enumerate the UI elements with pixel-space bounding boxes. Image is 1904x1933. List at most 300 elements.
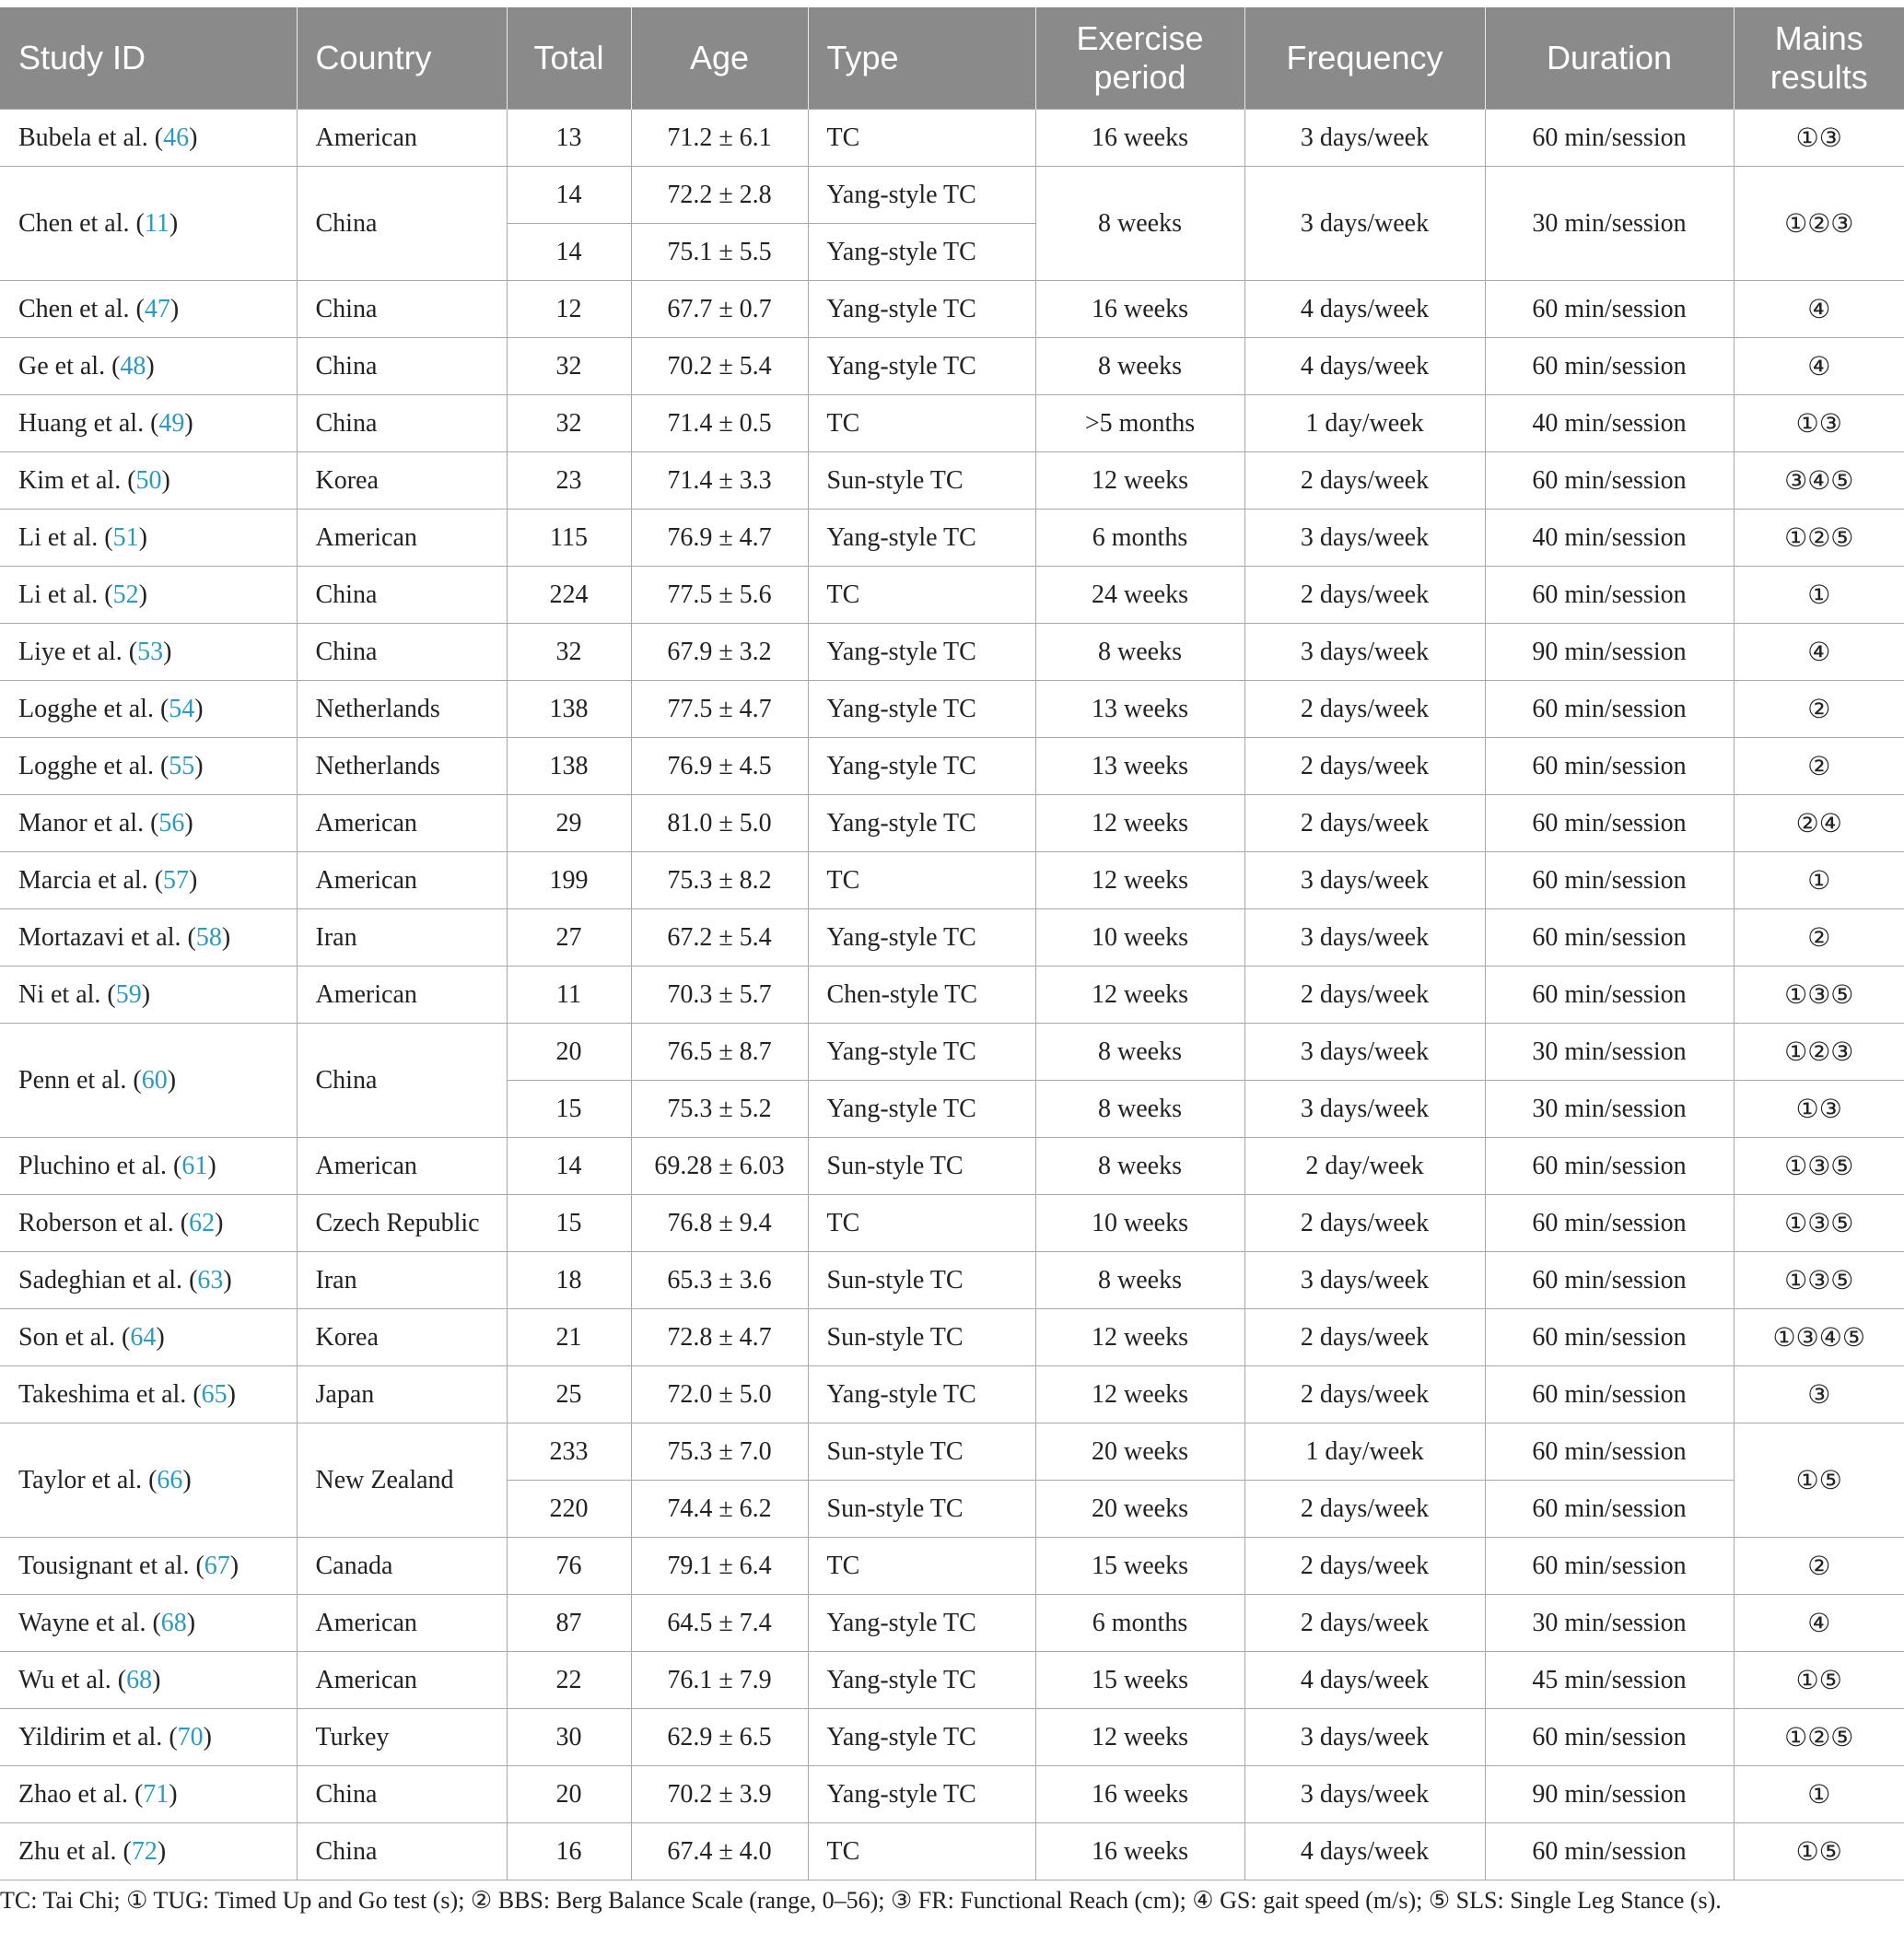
type-cell: Sun-style TC [808, 1481, 1035, 1538]
total-cell: 14 [507, 167, 631, 224]
total-cell: 12 [507, 281, 631, 338]
frequency-cell: 4 days/week [1244, 281, 1485, 338]
total-cell: 18 [507, 1252, 631, 1309]
results-cell: ①②⑤ [1734, 1709, 1904, 1766]
exercise-period-cell: 20 weeks [1035, 1423, 1244, 1481]
exercise-period-cell: 8 weeks [1035, 1081, 1244, 1138]
age-cell: 67.9 ± 3.2 [631, 624, 808, 681]
frequency-cell: 3 days/week [1244, 1081, 1485, 1138]
study-author: Liye et al. [18, 637, 123, 666]
results-cell: ①③ [1734, 110, 1904, 167]
duration-cell: 60 min/session [1485, 852, 1734, 909]
study-author: Mortazavi et al. [18, 922, 181, 952]
exercise-period-cell: 8 weeks [1035, 1024, 1244, 1081]
duration-cell: 60 min/session [1485, 567, 1734, 624]
total-cell: 25 [507, 1366, 631, 1423]
country-cell: American [297, 1138, 507, 1195]
duration-cell: 60 min/session [1485, 966, 1734, 1024]
study-id-cell: Bubela et al. (46) [0, 110, 297, 167]
exercise-period-cell: 6 months [1035, 510, 1244, 567]
duration-cell: 60 min/session [1485, 1823, 1734, 1880]
citation-link[interactable]: 60 [141, 1065, 168, 1095]
duration-cell: 60 min/session [1485, 1195, 1734, 1252]
country-cell: China [297, 567, 507, 624]
exercise-period-cell: 12 weeks [1035, 795, 1244, 852]
exercise-period-cell: 16 weeks [1035, 1766, 1244, 1823]
study-id-cell: Roberson et al. (62) [0, 1195, 297, 1252]
age-cell: 75.3 ± 8.2 [631, 852, 808, 909]
country-cell: Japan [297, 1366, 507, 1423]
age-cell: 75.3 ± 7.0 [631, 1423, 808, 1481]
type-cell: Yang-style TC [808, 624, 1035, 681]
age-cell: 70.2 ± 3.9 [631, 1766, 808, 1823]
total-cell: 11 [507, 966, 631, 1024]
total-cell: 224 [507, 567, 631, 624]
duration-cell: 90 min/session [1485, 1766, 1734, 1823]
study-id-cell: Penn et al. (60) [0, 1024, 297, 1138]
table-row [0, 1595, 1904, 1652]
age-cell: 65.3 ± 3.6 [631, 1252, 808, 1309]
frequency-cell: 2 days/week [1244, 452, 1485, 510]
frequency-cell: 3 days/week [1244, 1709, 1485, 1766]
results-cell: ② [1734, 909, 1904, 966]
study-author: Kim et al. [18, 465, 122, 495]
country-cell: Korea [297, 452, 507, 510]
results-cell: ④ [1734, 281, 1904, 338]
duration-cell: 60 min/session [1485, 1138, 1734, 1195]
country-cell: Canada [297, 1538, 507, 1595]
citation-link[interactable]: 53 [137, 637, 164, 666]
citation-link[interactable]: 63 [197, 1265, 224, 1295]
col-header-type: Type [808, 7, 1035, 110]
type-cell: Yang-style TC [808, 1366, 1035, 1423]
study-id-cell: Zhao et al. (71) [0, 1766, 297, 1823]
country-cell: China [297, 338, 507, 395]
header-row [0, 7, 1904, 110]
frequency-cell: 2 days/week [1244, 1195, 1485, 1252]
citation-link[interactable]: 11 [144, 208, 169, 238]
study-id-cell: Zhu et al. (72) [0, 1823, 297, 1880]
country-cell: China [297, 1024, 507, 1138]
frequency-cell: 2 days/week [1244, 567, 1485, 624]
type-cell: Yang-style TC [808, 738, 1035, 795]
exercise-period-cell: 16 weeks [1035, 281, 1244, 338]
total-cell: 32 [507, 624, 631, 681]
table-row [0, 1138, 1904, 1195]
duration-cell: 45 min/session [1485, 1652, 1734, 1709]
exercise-period-cell: >5 months [1035, 395, 1244, 452]
table-row [0, 452, 1904, 510]
citation-link[interactable]: 68 [160, 1608, 187, 1637]
total-cell: 30 [507, 1709, 631, 1766]
total-cell: 20 [507, 1024, 631, 1081]
exercise-period-cell: 12 weeks [1035, 452, 1244, 510]
study-author: Manor et al. [18, 808, 145, 838]
total-cell: 115 [507, 510, 631, 567]
type-cell: Yang-style TC [808, 909, 1035, 966]
total-cell: 14 [507, 1138, 631, 1195]
type-cell: Yang-style TC [808, 167, 1035, 224]
duration-cell: 60 min/session [1485, 1481, 1734, 1538]
exercise-period-cell: 12 weeks [1035, 1309, 1244, 1366]
results-cell: ② [1734, 738, 1904, 795]
type-cell: Yang-style TC [808, 338, 1035, 395]
age-cell: 76.9 ± 4.7 [631, 510, 808, 567]
study-author: Pluchino et al. [18, 1151, 167, 1180]
type-cell: Yang-style TC [808, 224, 1035, 281]
study-id-cell: Takeshima et al. (65) [0, 1366, 297, 1423]
results-cell: ①②⑤ [1734, 510, 1904, 567]
age-cell: 72.8 ± 4.7 [631, 1309, 808, 1366]
study-id-cell: Liye et al. (53) [0, 624, 297, 681]
col-header-duration: Duration [1485, 7, 1734, 110]
exercise-period-cell: 13 weeks [1035, 681, 1244, 738]
frequency-cell: 2 days/week [1244, 966, 1485, 1024]
age-cell: 71.2 ± 6.1 [631, 110, 808, 167]
citation-link[interactable]: 46 [163, 123, 190, 152]
results-cell: ①⑤ [1734, 1652, 1904, 1709]
total-cell: 23 [507, 452, 631, 510]
exercise-period-cell: 13 weeks [1035, 738, 1244, 795]
frequency-cell: 2 days/week [1244, 1309, 1485, 1366]
table-row [0, 1024, 1904, 1081]
age-cell: 74.4 ± 6.2 [631, 1481, 808, 1538]
table-row [0, 1652, 1904, 1709]
table-row [0, 281, 1904, 338]
country-cell: Netherlands [297, 738, 507, 795]
results-cell: ③④⑤ [1734, 452, 1904, 510]
country-cell: American [297, 795, 507, 852]
country-cell: Korea [297, 1309, 507, 1366]
country-cell: American [297, 852, 507, 909]
total-cell: 199 [507, 852, 631, 909]
duration-cell: 60 min/session [1485, 1366, 1734, 1423]
table-row [0, 338, 1904, 395]
results-cell: ①②③ [1734, 167, 1904, 281]
country-cell: China [297, 1823, 507, 1880]
citation-link[interactable]: 71 [143, 1779, 169, 1809]
study-id-cell: Sadeghian et al. (63) [0, 1252, 297, 1309]
total-cell: 220 [507, 1481, 631, 1538]
frequency-cell: 2 days/week [1244, 1481, 1485, 1538]
table-row [0, 966, 1904, 1024]
study-id-cell: Logghe et al. (54) [0, 681, 297, 738]
table-row [0, 1366, 1904, 1423]
duration-cell: 60 min/session [1485, 681, 1734, 738]
citation-link[interactable]: 72 [131, 1836, 158, 1866]
exercise-period-cell: 20 weeks [1035, 1481, 1244, 1538]
frequency-cell: 3 days/week [1244, 1024, 1485, 1081]
type-cell: Chen-style TC [808, 966, 1035, 1024]
results-cell: ①③⑤ [1734, 1252, 1904, 1309]
type-cell: TC [808, 567, 1035, 624]
exercise-period-cell: 8 weeks [1035, 1252, 1244, 1309]
study-id-cell: Ge et al. (48) [0, 338, 297, 395]
country-cell: American [297, 966, 507, 1024]
duration-cell: 30 min/session [1485, 1024, 1734, 1081]
age-cell: 76.5 ± 8.7 [631, 1024, 808, 1081]
country-cell: China [297, 1766, 507, 1823]
results-cell: ④ [1734, 338, 1904, 395]
table-row [0, 852, 1904, 909]
age-cell: 62.9 ± 6.5 [631, 1709, 808, 1766]
results-cell: ①③④⑤ [1734, 1309, 1904, 1366]
study-author: Logghe et al. [18, 694, 154, 723]
age-cell: 72.2 ± 2.8 [631, 167, 808, 224]
duration-cell: 60 min/session [1485, 738, 1734, 795]
study-author: Ge et al. [18, 351, 106, 381]
table-row [0, 909, 1904, 966]
col-header-country: Country [297, 7, 507, 110]
study-id-cell: Chen et al. (47) [0, 281, 297, 338]
total-cell: 16 [507, 1823, 631, 1880]
study-author: Ni et al. [18, 979, 101, 1009]
total-cell: 20 [507, 1766, 631, 1823]
study-author: Roberson et al. [18, 1208, 174, 1237]
study-id-cell: Son et al. (64) [0, 1309, 297, 1366]
exercise-period-cell: 15 weeks [1035, 1652, 1244, 1709]
type-cell: Sun-style TC [808, 1309, 1035, 1366]
study-id-cell: Logghe et al. (55) [0, 738, 297, 795]
citation-link[interactable]: 66 [157, 1465, 183, 1494]
study-author: Chen et al. [18, 208, 130, 238]
study-author: Chen et al. [18, 294, 130, 323]
study-id-cell: Tousignant et al. (67) [0, 1538, 297, 1595]
duration-cell: 60 min/session [1485, 1423, 1734, 1481]
table-row [0, 738, 1904, 795]
exercise-period-cell: 12 weeks [1035, 966, 1244, 1024]
table-row [0, 395, 1904, 452]
study-id-cell: Li et al. (52) [0, 567, 297, 624]
citation-link[interactable]: 58 [195, 922, 222, 952]
age-cell: 71.4 ± 0.5 [631, 395, 808, 452]
frequency-cell: 3 days/week [1244, 1252, 1485, 1309]
study-author: Zhu et al. [18, 1836, 117, 1866]
citation-link[interactable]: 48 [120, 351, 146, 381]
study-author: Tousignant et al. [18, 1551, 190, 1580]
duration-cell: 90 min/session [1485, 624, 1734, 681]
citation-link[interactable]: 64 [130, 1322, 157, 1352]
country-cell: China [297, 624, 507, 681]
duration-cell: 60 min/session [1485, 1709, 1734, 1766]
citation-link[interactable]: 55 [169, 751, 195, 780]
age-cell: 79.1 ± 6.4 [631, 1538, 808, 1595]
study-id-cell: Manor et al. (56) [0, 795, 297, 852]
age-cell: 70.3 ± 5.7 [631, 966, 808, 1024]
exercise-period-cell: 8 weeks [1035, 167, 1244, 281]
citation-link[interactable]: 68 [126, 1665, 153, 1694]
total-cell: 29 [507, 795, 631, 852]
duration-cell: 60 min/session [1485, 1309, 1734, 1366]
results-cell: ①⑤ [1734, 1423, 1904, 1538]
duration-cell: 30 min/session [1485, 1595, 1734, 1652]
results-cell: ①③⑤ [1734, 966, 1904, 1024]
frequency-cell: 1 day/week [1244, 395, 1485, 452]
type-cell: Yang-style TC [808, 1595, 1035, 1652]
age-cell: 72.0 ± 5.0 [631, 1366, 808, 1423]
country-cell: China [297, 395, 507, 452]
duration-cell: 30 min/session [1485, 167, 1734, 281]
type-cell: Sun-style TC [808, 452, 1035, 510]
type-cell: Yang-style TC [808, 1652, 1035, 1709]
table-row [0, 510, 1904, 567]
results-cell: ①③⑤ [1734, 1138, 1904, 1195]
study-author: Takeshima et al. [18, 1379, 187, 1409]
table-row [0, 1252, 1904, 1309]
frequency-cell: 1 day/week [1244, 1423, 1485, 1481]
type-cell: TC [808, 1823, 1035, 1880]
citation-link[interactable]: 50 [135, 465, 162, 495]
study-id-cell: Huang et al. (49) [0, 395, 297, 452]
total-cell: 15 [507, 1195, 631, 1252]
type-cell: Yang-style TC [808, 681, 1035, 738]
age-cell: 81.0 ± 5.0 [631, 795, 808, 852]
citation-link[interactable]: 47 [144, 294, 170, 323]
citation-link[interactable]: 52 [112, 580, 139, 609]
study-author: Li et al. [18, 580, 99, 609]
study-author: Marcia et al. [18, 865, 148, 895]
type-cell: TC [808, 852, 1035, 909]
age-cell: 70.2 ± 5.4 [631, 338, 808, 395]
country-cell: Iran [297, 1252, 507, 1309]
duration-cell: 60 min/session [1485, 110, 1734, 167]
study-author: Wu et al. [18, 1665, 111, 1694]
frequency-cell: 2 days/week [1244, 1595, 1485, 1652]
type-cell: Yang-style TC [808, 795, 1035, 852]
exercise-period-cell: 6 months [1035, 1595, 1244, 1652]
results-cell: ② [1734, 681, 1904, 738]
age-cell: 67.4 ± 4.0 [631, 1823, 808, 1880]
exercise-period-cell: 8 weeks [1035, 1138, 1244, 1195]
frequency-cell: 2 day/week [1244, 1138, 1485, 1195]
duration-cell: 60 min/session [1485, 281, 1734, 338]
type-cell: Yang-style TC [808, 1709, 1035, 1766]
duration-cell: 60 min/session [1485, 338, 1734, 395]
col-header-mains-results: Mains results [1734, 7, 1904, 110]
exercise-period-cell: 15 weeks [1035, 1538, 1244, 1595]
age-cell: 76.9 ± 4.5 [631, 738, 808, 795]
study-author: Sadeghian et al. [18, 1265, 183, 1295]
results-cell: ① [1734, 1766, 1904, 1823]
citation-link[interactable]: 51 [112, 522, 139, 552]
study-author: Bubela et al. [18, 123, 148, 152]
frequency-cell: 2 days/week [1244, 795, 1485, 852]
citation-link[interactable]: 67 [204, 1551, 230, 1580]
results-cell: ④ [1734, 1595, 1904, 1652]
age-cell: 64.5 ± 7.4 [631, 1595, 808, 1652]
exercise-period-cell: 8 weeks [1035, 338, 1244, 395]
type-cell: Yang-style TC [808, 1766, 1035, 1823]
country-cell: China [297, 281, 507, 338]
citation-link[interactable]: 59 [115, 979, 142, 1009]
type-cell: Sun-style TC [808, 1138, 1035, 1195]
frequency-cell: 3 days/week [1244, 510, 1485, 567]
exercise-period-cell: 8 weeks [1035, 624, 1244, 681]
frequency-cell: 2 days/week [1244, 738, 1485, 795]
total-cell: 32 [507, 338, 631, 395]
table-row [0, 1538, 1904, 1595]
study-author: Penn et al. [18, 1065, 127, 1095]
age-cell: 77.5 ± 4.7 [631, 681, 808, 738]
studies-table [0, 7, 1904, 1880]
exercise-period-cell: 16 weeks [1035, 1823, 1244, 1880]
table-row [0, 1823, 1904, 1880]
table-row [0, 1709, 1904, 1766]
citation-link[interactable]: 49 [158, 408, 185, 438]
exercise-period-cell: 10 weeks [1035, 909, 1244, 966]
country-cell: American [297, 1595, 507, 1652]
study-id-cell: Taylor et al. (66) [0, 1423, 297, 1538]
total-cell: 22 [507, 1652, 631, 1709]
exercise-period-cell: 12 weeks [1035, 1709, 1244, 1766]
total-cell: 138 [507, 738, 631, 795]
study-author: Taylor et al. [18, 1465, 143, 1494]
age-cell: 71.4 ± 3.3 [631, 452, 808, 510]
frequency-cell: 2 days/week [1244, 1538, 1485, 1595]
country-cell: Netherlands [297, 681, 507, 738]
study-id-cell: Marcia et al. (57) [0, 852, 297, 909]
table-row [0, 567, 1904, 624]
results-cell: ①③ [1734, 1081, 1904, 1138]
citation-link[interactable]: 54 [169, 694, 195, 723]
study-id-cell: Wayne et al. (68) [0, 1595, 297, 1652]
total-cell: 21 [507, 1309, 631, 1366]
duration-cell: 60 min/session [1485, 795, 1734, 852]
total-cell: 14 [507, 224, 631, 281]
study-id-cell: Kim et al. (50) [0, 452, 297, 510]
study-author: Yildirim et al. [18, 1722, 163, 1751]
exercise-period-cell: 12 weeks [1035, 852, 1244, 909]
citation-link[interactable]: 61 [181, 1151, 208, 1180]
total-cell: 32 [507, 395, 631, 452]
citation-link[interactable]: 56 [158, 808, 185, 838]
results-cell: ①②③ [1734, 1024, 1904, 1081]
type-cell: TC [808, 1195, 1035, 1252]
country-cell: Czech Republic [297, 1195, 507, 1252]
table-row [0, 1423, 1904, 1481]
results-cell: ① [1734, 852, 1904, 909]
type-cell: Sun-style TC [808, 1252, 1035, 1309]
citation-link[interactable]: 57 [163, 865, 190, 895]
study-author: Wayne et al. [18, 1608, 146, 1637]
frequency-cell: 4 days/week [1244, 338, 1485, 395]
table-row [0, 110, 1904, 167]
table-row [0, 1766, 1904, 1823]
col-header-age: Age [631, 7, 808, 110]
citation-link[interactable]: 70 [177, 1722, 204, 1751]
age-cell: 77.5 ± 5.6 [631, 567, 808, 624]
frequency-cell: 4 days/week [1244, 1652, 1485, 1709]
study-id-cell: Li et al. (51) [0, 510, 297, 567]
duration-cell: 30 min/session [1485, 1081, 1734, 1138]
exercise-period-cell: 12 weeks [1035, 1366, 1244, 1423]
results-cell: ②④ [1734, 795, 1904, 852]
type-cell: Yang-style TC [808, 510, 1035, 567]
study-id-cell: Wu et al. (68) [0, 1652, 297, 1709]
total-cell: 15 [507, 1081, 631, 1138]
citation-link[interactable]: 65 [201, 1379, 228, 1409]
duration-cell: 40 min/session [1485, 510, 1734, 567]
country-cell: Turkey [297, 1709, 507, 1766]
col-header-exercise-period: Exercise period [1035, 7, 1244, 110]
table-row [0, 1195, 1904, 1252]
frequency-cell: 3 days/week [1244, 110, 1485, 167]
table-row [0, 1309, 1904, 1366]
citation-link[interactable]: 62 [189, 1208, 216, 1237]
results-cell: ② [1734, 1538, 1904, 1595]
country-cell: American [297, 110, 507, 167]
study-author: Huang et al. [18, 408, 145, 438]
